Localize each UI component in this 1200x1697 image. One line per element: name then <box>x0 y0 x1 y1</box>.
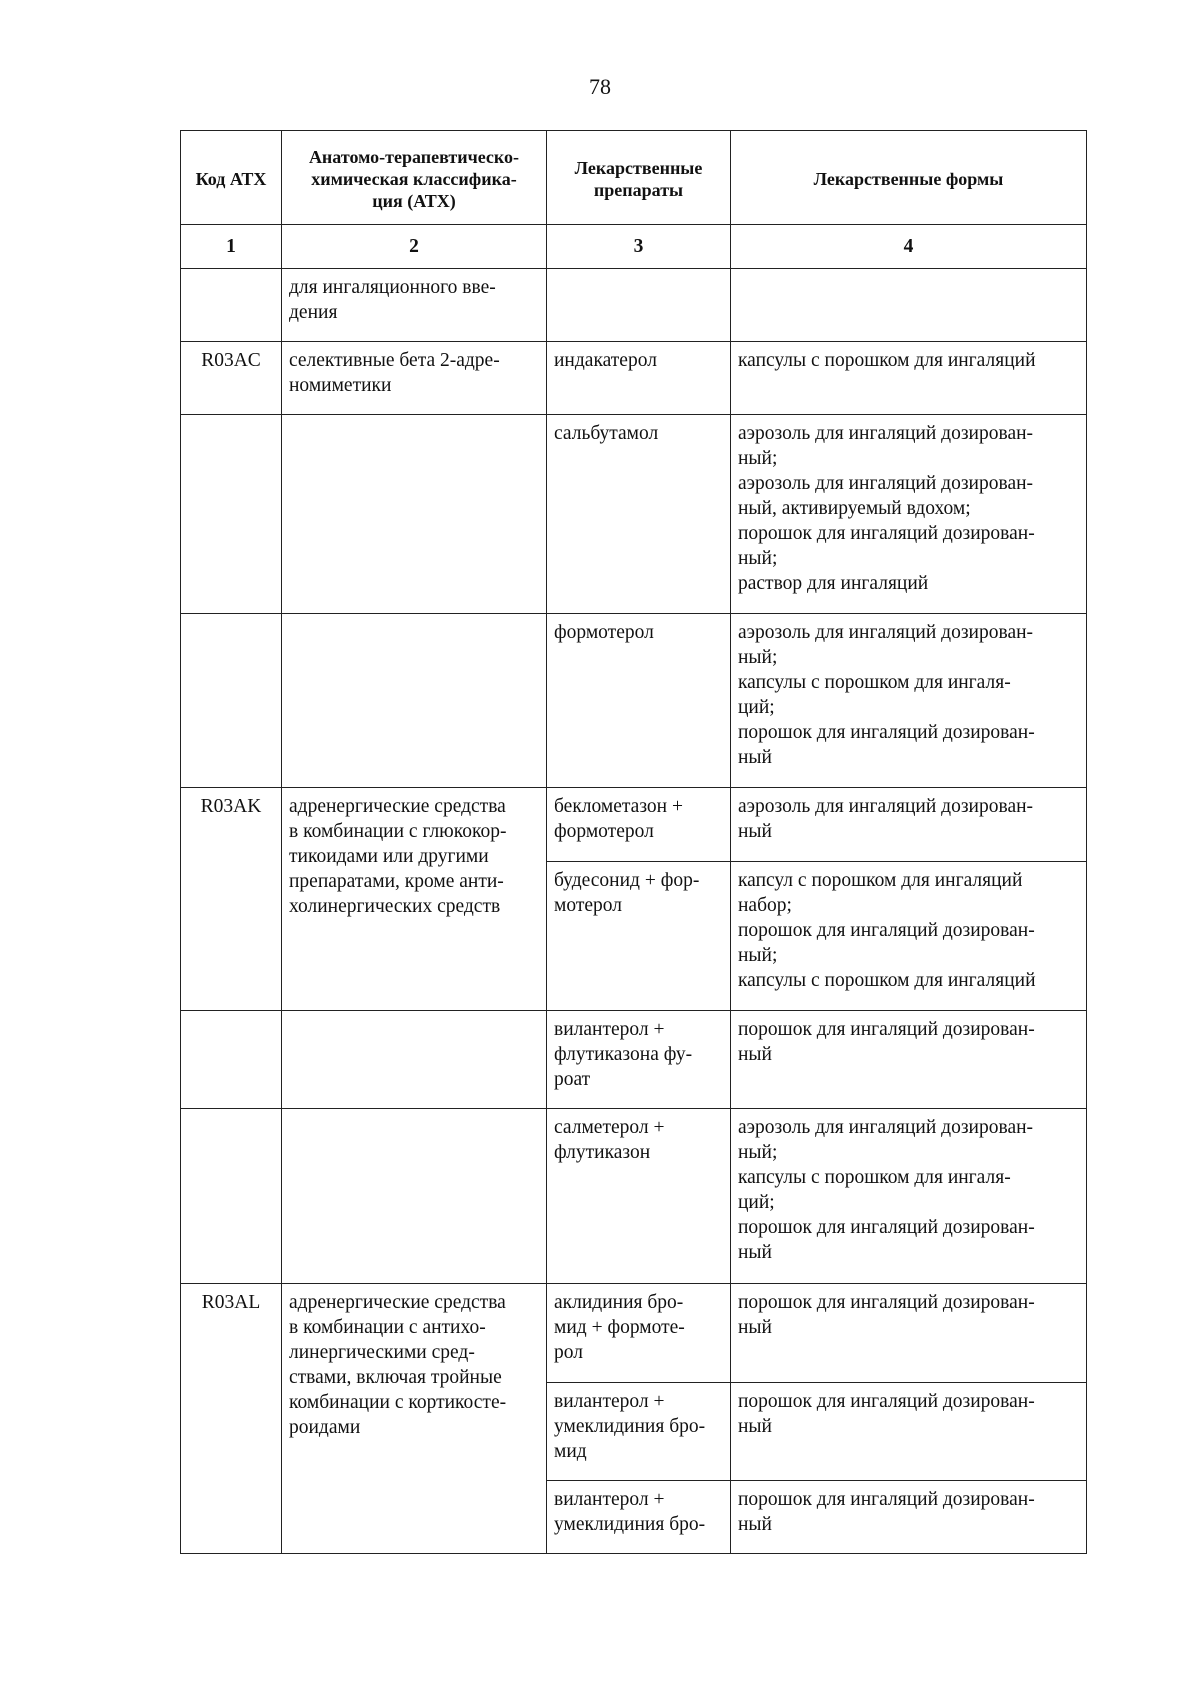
drug-cell: аклидиния бро- мид + формоте- рол <box>547 1284 731 1383</box>
drug-cell: индакатерол <box>547 342 731 415</box>
column-number: 3 <box>547 225 731 269</box>
forms-cell: порошок для ингаляций дозирован- ный <box>731 1011 1087 1109</box>
code-cell: R03AL <box>181 1284 282 1554</box>
header-code: Код АТХ <box>181 131 282 225</box>
code-cell: R03AC <box>181 342 282 415</box>
drug-cell: будесонид + фор- мотерол <box>547 862 731 1011</box>
header-row <box>181 131 1087 225</box>
classification-cell: адренергические средства в комбинации с глюкокор- тикоидами или другими препаратами, кроме анти- холинергических средств <box>282 788 547 1011</box>
drug-cell: вилантерол + умеклидиния бро- мид <box>547 1383 731 1481</box>
table-row <box>181 1011 1087 1109</box>
classification-cell: селективные бета 2-адре- номиметики <box>282 342 547 415</box>
table-row <box>181 1109 1087 1284</box>
atx-table <box>180 130 1087 1554</box>
forms-cell: аэрозоль для ингаляций дозирован- ный; капсулы с порошком для ингаля- ций; порошок для ингаляций дозирован- ный <box>731 614 1087 788</box>
drug-cell <box>547 269 731 342</box>
header-forms: Лекарственные формы <box>731 131 1087 225</box>
table-row <box>181 1284 1087 1383</box>
classification-cell: адренергические средства в комбинации с антихо- линергическими сред- ствами, включая тройные комбинации с кортикосте- роидами <box>282 1284 547 1554</box>
classification-cell <box>282 415 547 614</box>
forms-cell: порошок для ингаляций дозирован- ный <box>731 1481 1087 1554</box>
drug-cell: вилантерол + умеклидиния бро- <box>547 1481 731 1554</box>
forms-cell: порошок для ингаляций дозирован- ный <box>731 1284 1087 1383</box>
header-classification: Анатомо-терапевтическо- химическая классифика- ция (АТХ) <box>282 131 547 225</box>
drug-cell: беклометазон + формотерол <box>547 788 731 862</box>
table-row <box>181 269 1087 342</box>
table-row <box>181 614 1087 788</box>
column-number: 4 <box>731 225 1087 269</box>
table-row <box>181 342 1087 415</box>
drug-cell: салметерол + флутиказон <box>547 1109 731 1284</box>
column-number: 1 <box>181 225 282 269</box>
column-number-row <box>181 225 1087 269</box>
forms-cell: капсул с порошком для ингаляций набор; порошок для ингаляций дозирован- ный; капсулы с порошком для ингаляций <box>731 862 1087 1011</box>
classification-cell <box>282 1011 547 1109</box>
forms-cell: порошок для ингаляций дозирован- ный <box>731 1383 1087 1481</box>
classification-cell <box>282 614 547 788</box>
forms-cell: аэрозоль для ингаляций дозирован- ный; аэрозоль для ингаляций дозирован- ный, активируемый вдохом; порошок для ингаляций дозирован- ный; раствор для ингаляций <box>731 415 1087 614</box>
drug-cell: формотерол <box>547 614 731 788</box>
column-number: 2 <box>282 225 547 269</box>
drug-cell: вилантерол + флутиказона фу- роат <box>547 1011 731 1109</box>
table-row <box>181 415 1087 614</box>
forms-cell: аэрозоль для ингаляций дозирован- ный; капсулы с порошком для ингаля- ций; порошок для ингаляций дозирован- ный <box>731 1109 1087 1284</box>
drug-cell: сальбутамол <box>547 415 731 614</box>
code-cell <box>181 614 282 788</box>
forms-cell: капсулы с порошком для ингаляций <box>731 342 1087 415</box>
classification-cell <box>282 1109 547 1284</box>
table-row <box>181 788 1087 862</box>
code-cell <box>181 415 282 614</box>
code-cell <box>181 1109 282 1284</box>
classification-cell: для ингаляционного вве- дения <box>282 269 547 342</box>
code-cell: R03AK <box>181 788 282 1011</box>
forms-cell: аэрозоль для ингаляций дозирован- ный <box>731 788 1087 862</box>
code-cell <box>181 269 282 342</box>
code-cell <box>181 1011 282 1109</box>
page-number: 78 <box>589 74 611 99</box>
header-drugs: Лекарственные препараты <box>547 131 731 225</box>
forms-cell <box>731 269 1087 342</box>
